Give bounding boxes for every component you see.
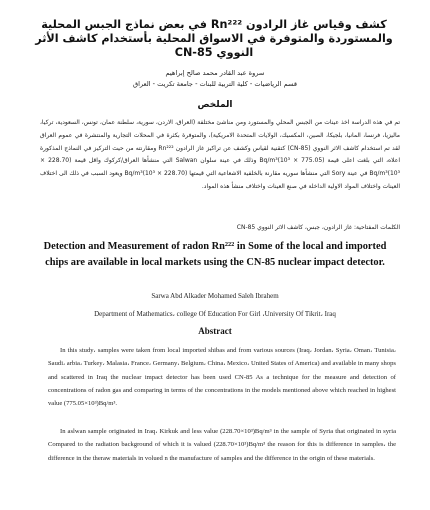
arabic-abstract: تم في هذه الدراسة اخذ عينات من الجبس المحلي والمستورد ومن مناشئ مختلفة (العراق، الاردن، سورية، سلطنة عمان، تونس، السعودية، تركيا، ماليزيا، فرنسا، المانيا، بلجيكا، الصين، المكسيك، الولايات المتحدة الامريكية)، والمتوفرة بكثرة في المحلات التجارية والمنتشرة في عموم العراق لقد تم استخدام كاشف الاثر النووي (CN-85) كتقنية لقياس وكشف عن تراكيز غاز الرادون Rn²²² ومقارنته من حيث التركيز في النماذج المذكورة اعلاه، التي بلغت اعلى قيمة (775.05 × 10³)Bq/m³ وذلك في عينة سلوان Salwan التي منشأها العراق/كركوك واقل قيمة (228.70 × 10³)Bq/m³ في عينة Sory التي منشأها سوريه مقارنة بالخلفية الاشعاعية التي قيمتها (228.70 × 10³)Bq/m³ ويعود السبب في ذلك الى اختلاف العينات واختلاف المواد الاولية الداخلة في صنع العينات واختلاف منشأ هذه المواد. [40, 119, 401, 190]
arabic-title: كشف وقياس غاز الرادون Rn²²² في بعض نماذج الجبس المحلية والمستوردة والمتوفرة في الاسواق المحلية بأستخدام كاشف الأثر النووي CN-85 [35, 18, 393, 59]
arabic-abstract-heading: الملخص [197, 100, 233, 110]
arabic-authors: سروة عبد القادر محمد صالح إبراهيم [165, 69, 265, 77]
english-authors: Sarwa Abd Alkader Mohamed Saleh Ibrahem [151, 292, 279, 300]
arabic-author-block [60, 68, 370, 90]
english-affiliation: Department of Mathematics، college Of Education For Girl ،University Of Tikrit، Iraq [94, 310, 336, 318]
english-abstract-heading: Abstract [198, 326, 232, 336]
english-abstract-paragraph-1: In this study، samples were taken from local imported shibas and from various sources (Iraq، Jordan، Syria، Oman، Tunisia، Saudi، arbia، Turkey، Malasia، France، Germany، Belgium، China، Mexico، United States of America) and available in many shops and scattered in Iraq the nuclear impact detector has been used CN-85 As a technique for the measure and detection of concentrations of radon gas and comparing in terms of the concentrations in the models mentioned above which reached in highest value (775.05×10³)Bq/m³. [48, 347, 396, 408]
english-title: Detection and Measurement of radon Rn²²² in Some of the local and imported chips are available in local markets using the CN-85 nuclear impact detector. [43, 241, 387, 268]
arabic-affiliation: قسم الرياضيات - كلية التربية للبنات - جامعة تكريت - العراق [132, 80, 298, 88]
english-abstract-paragraph-2: In aslwan sample originated in Iraq، Kirkuk and less value (228.70×10³)Bq/m³ in the sample of Syria that originated in syria Compared to the radiation background of which it is valued (228.70×10³)Bq/m³ the reason for this is difference in samples، the difference in the theraw materials in volued n the manufacture of samples and the difference in the origin of these materials. [48, 428, 396, 462]
arabic-keywords: الكلمات المفتاحية: غاز الرادون، جبس، كاشف الاثر النووي CN-85 [236, 224, 400, 231]
